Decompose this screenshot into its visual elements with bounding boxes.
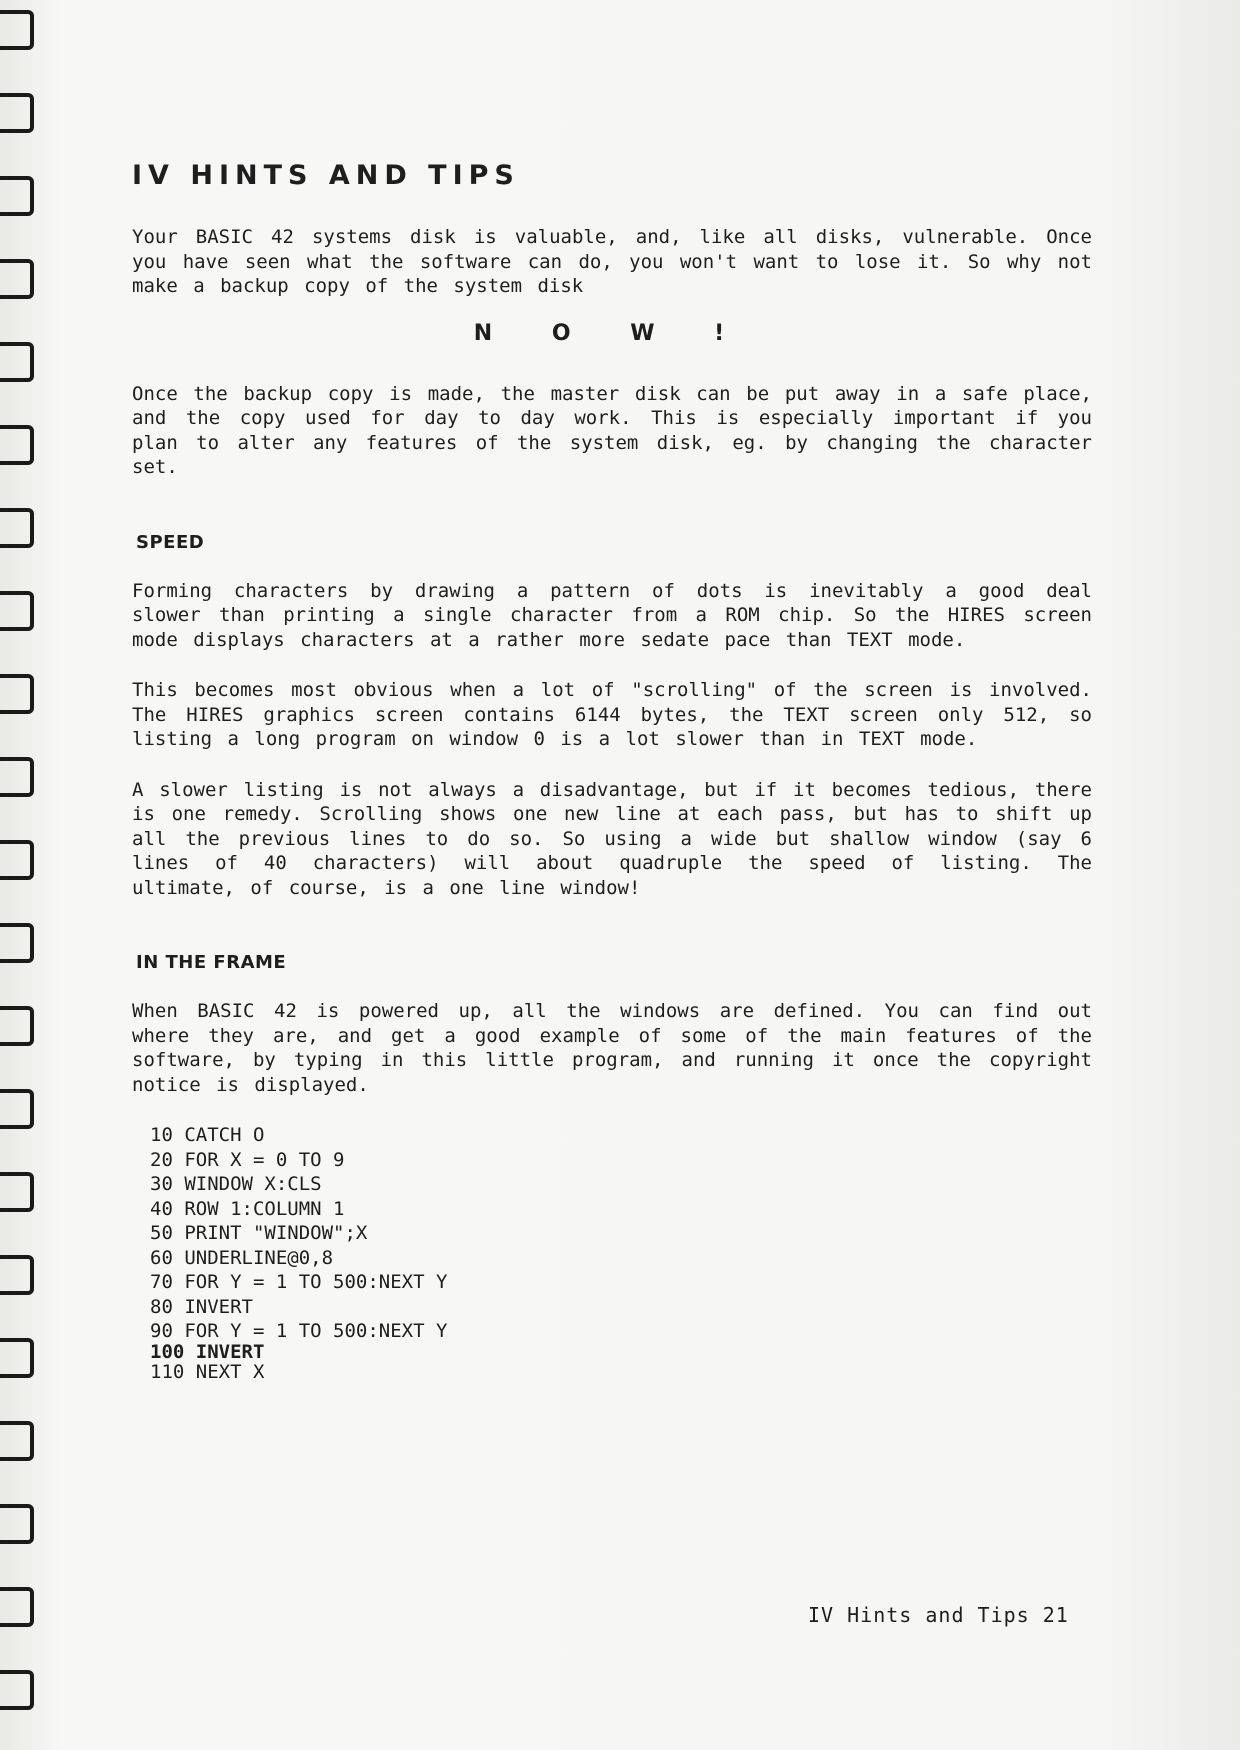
binding-ring [0, 176, 34, 216]
binding-ring [0, 342, 34, 382]
code-line: 40 ROW 1:COLUMN 1 [150, 1197, 345, 1220]
code-line: 20 FOR X = 0 TO 9 [150, 1148, 345, 1171]
spiral-binding [0, 0, 46, 1750]
binding-ring [0, 259, 34, 299]
code-line: 110 NEXT X [150, 1360, 265, 1383]
section-heading-speed: SPEED [136, 531, 205, 553]
section-heading-frame: IN THE FRAME [136, 952, 287, 973]
intro-paragraph: Your BASIC 42 systems disk is valuable, and, like all disks, vulnerable. Once you have seen what the software can do, you won't want to lose it. So why not make a backup copy of the system disk [132, 226, 1092, 297]
now-emphasis: N O W ! [473, 320, 751, 346]
code-line: 60 UNDERLINE@0,8 [150, 1246, 334, 1269]
binding-ring [0, 1255, 34, 1295]
speed-paragraph-2: This becomes most obvious when a lot of "scrolling" of the screen is involved. The HIRES graphics screen contains 6144 bytes, the TEXT screen only 512, so listing a long program on window 0 is a lot slower than in TEXT mode. [132, 679, 1092, 750]
binding-ring [0, 425, 34, 465]
code-line: 90 FOR Y = 1 TO 500:NEXT Y [150, 1320, 448, 1342]
binding-ring [0, 93, 34, 133]
code-line: 80 INVERT [150, 1295, 253, 1318]
binding-ring [0, 757, 34, 797]
binding-ring [0, 1338, 34, 1378]
binding-ring [0, 674, 34, 714]
code-line: 30 WINDOW X:CLS [150, 1173, 322, 1195]
chapter-heading: IV HINTS AND TIPS [132, 160, 520, 191]
binding-ring [0, 1504, 34, 1544]
backup-paragraph: Once the backup copy is made, the master disk can be put away in a safe place, and the copy used for day to day work. This is especially important if you plan to alter any features of the system disk, eg. by changing the character set. [132, 382, 1092, 478]
frame-paragraph: When BASIC 42 is powered up, all the windows are defined. You can find out where they are, and get a good example of some of the main features of the software, by typing in this little program, and running it once the copyright notice is displayed. [132, 1000, 1092, 1096]
binding-ring [0, 591, 34, 631]
binding-ring [0, 1089, 34, 1129]
page-content [132, 160, 1092, 1384]
binding-ring [0, 1587, 34, 1627]
binding-ring [0, 10, 34, 50]
code-line: 50 PRINT "WINDOW";X [150, 1222, 368, 1244]
program-listing [150, 1123, 1092, 1384]
binding-ring [0, 923, 34, 963]
code-line: 70 FOR Y = 1 TO 500:NEXT Y [150, 1271, 448, 1293]
code-line: 10 CATCH O [150, 1124, 265, 1146]
page-footer: IV Hints and Tips 21 [808, 1603, 1069, 1627]
speed-paragraph-3: A slower listing is not always a disadvantage, but if it becomes tedious, there is one remedy. Scrolling shows one new line at each pass, but has to shift up all the previous lines to do so. So using a wide but shallow window (say 6 lines of 40 characters) will about quadruple the speed of listing. The ultimate, of course, is a one line window! [132, 778, 1092, 899]
binding-ring [0, 840, 34, 880]
binding-ring [0, 1421, 34, 1461]
code-line: 100 INVERT [150, 1340, 265, 1363]
speed-paragraph-1: Forming characters by drawing a pattern of dots is inevitably a good deal slower than printing a single character from a ROM chip. So the HIRES screen mode displays characters at a rather more sedate pace than TEXT mode. [132, 579, 1092, 651]
binding-ring [0, 1670, 34, 1710]
binding-ring [0, 1006, 34, 1046]
binding-ring [0, 1172, 34, 1212]
binding-ring [0, 508, 34, 548]
